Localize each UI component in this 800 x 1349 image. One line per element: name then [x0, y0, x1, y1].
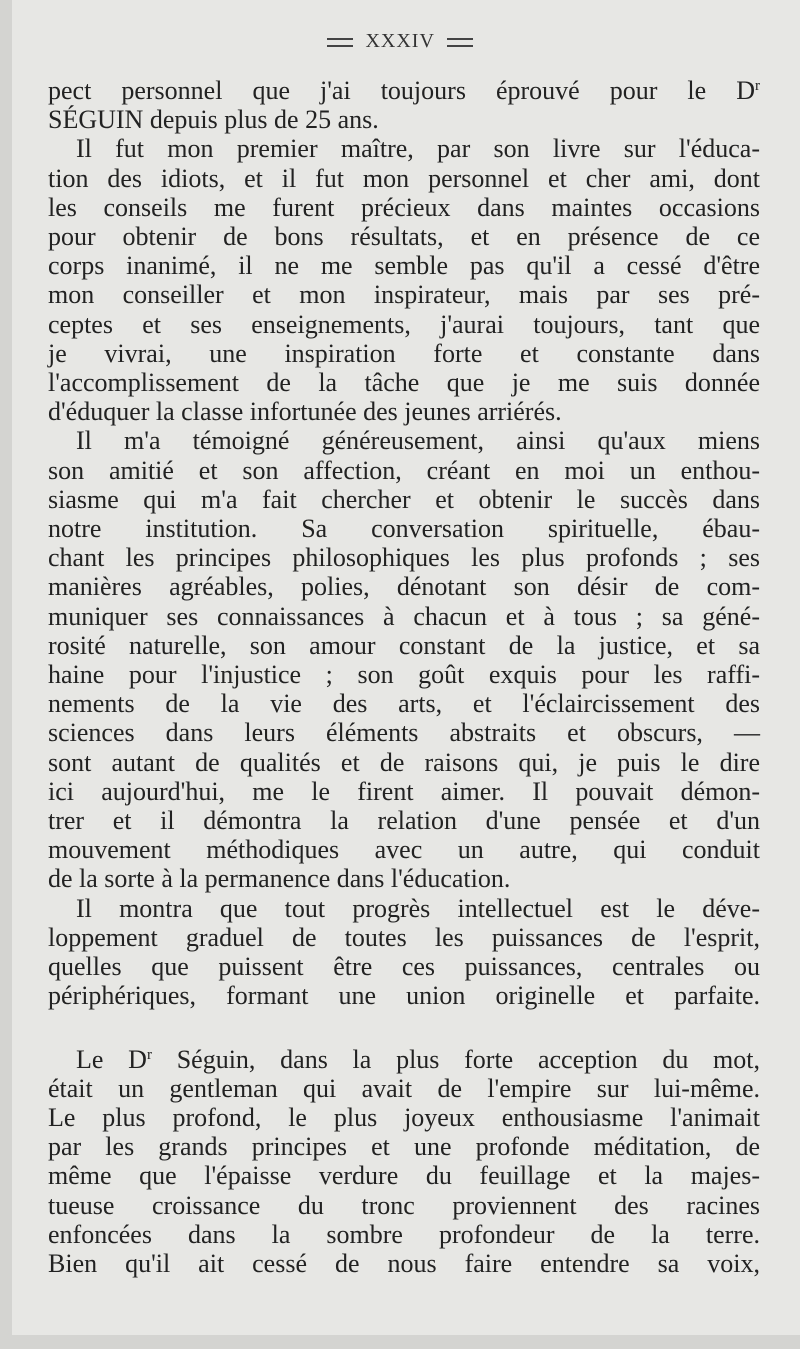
text-line — [48, 718, 760, 747]
line-text: Il fut mon premier maître, par son livre sur l'éduca- — [76, 134, 760, 164]
line-text: Le D — [76, 1044, 147, 1074]
text-line — [48, 76, 760, 105]
text-line — [48, 631, 760, 660]
line-text: d'éduquer la classe infortunée des jeunes arriérés. — [48, 397, 562, 427]
line-text: nements de la vie des arts, et l'éclaircissement des — [48, 689, 760, 719]
text-line — [48, 1249, 760, 1278]
text-line — [48, 660, 760, 689]
line-text: l'accomplissement de la tâche que je me suis donnée — [48, 368, 760, 398]
line-text: était un gentleman qui avait de l'empire sur lui-même. — [48, 1073, 760, 1103]
text-line — [48, 397, 760, 426]
text-line — [48, 251, 760, 280]
text-line — [48, 339, 760, 368]
superscript: r — [755, 78, 760, 94]
text-line — [48, 368, 760, 397]
text-line — [48, 777, 760, 806]
text-line — [48, 134, 760, 163]
line-text: loppement graduel de toutes les puissances de l'esprit, — [48, 922, 760, 952]
paragraph-p5 — [48, 1045, 760, 1279]
running-head — [0, 30, 800, 53]
superscript: r — [146, 1046, 152, 1063]
page-number: XXXIV — [365, 30, 435, 52]
line-text: pect personnel que j'ai toujours éprouvé pour le D — [48, 76, 755, 105]
line-text: Bien qu'il ait cessé de nous faire entendre sa voix, — [48, 1248, 760, 1278]
body-text — [48, 76, 760, 1278]
text-line — [48, 222, 760, 251]
text-line — [48, 543, 760, 572]
text-line — [48, 1045, 760, 1074]
paragraph-p4 — [48, 894, 760, 1011]
line-text: haine pour l'injustice ; son goût exquis pour les raffi- — [48, 660, 760, 690]
page-edge-left — [0, 0, 12, 1349]
text-line — [48, 689, 760, 718]
line-text: ceptes et ses enseignements, j'aurai toujours, tant que — [48, 309, 760, 339]
paragraph-p1 — [48, 76, 760, 134]
line-text: corps inanimé, il ne me semble pas qu'il a cessé d'être — [48, 251, 760, 281]
line-text: ici aujourd'hui, me le firent aimer. Il pouvait démon- — [48, 776, 760, 806]
line-text: quelles que puissent être ces puissances, centrales ou — [48, 952, 760, 982]
text-line — [48, 1220, 760, 1249]
text-line — [48, 572, 760, 601]
line-text: enfoncées dans la sombre profondeur de la terre. — [48, 1219, 760, 1249]
text-line — [48, 1161, 760, 1190]
line-text: Il m'a témoigné généreusement, ainsi qu'aux miens — [76, 426, 760, 456]
line-text: mouvement méthodiques avec un autre, qui conduit — [48, 835, 760, 865]
line-text: même que l'épaisse verdure du feuillage et la majes- — [48, 1161, 760, 1191]
line-text: muniquer ses connaissances à chacun et à tous ; sa géné- — [48, 601, 760, 631]
head-rule-left — [327, 38, 353, 47]
line-text: pour obtenir de bons résultats, et en présence de ce — [48, 222, 760, 252]
text-line — [48, 193, 760, 222]
text-line — [48, 1074, 760, 1103]
page-edge-bottom — [0, 1335, 800, 1349]
text-line — [48, 952, 760, 981]
line-text: chant les principes philosophiques les plus profonds ; ses — [48, 543, 760, 573]
paragraph-p3 — [48, 426, 760, 893]
text-line — [48, 164, 760, 193]
line-text: son amitié et son affection, créant en moi un enthou- — [48, 455, 760, 485]
text-line — [48, 835, 760, 864]
line-text: Le plus profond, le plus joyeux enthousiasme l'animait — [48, 1102, 760, 1132]
line-text: SÉGUIN depuis plus de 25 ans. — [48, 105, 379, 135]
text-line — [48, 514, 760, 543]
line-text: Il montra que tout progrès intellectuel est le déve- — [76, 893, 760, 923]
text-line — [48, 894, 760, 923]
line-text: trer et il démontra la relation d'une pensée et d'un — [48, 806, 760, 836]
text-line — [48, 748, 760, 777]
text-line — [48, 981, 760, 1010]
text-line — [48, 602, 760, 631]
text-line — [48, 864, 760, 893]
line-text: périphériques, formant une union originelle et parfaite. — [48, 981, 760, 1011]
text-line — [48, 310, 760, 339]
line-text: manières agréables, polies, dénotant son désir de com- — [48, 572, 760, 602]
head-rule-right — [447, 38, 473, 47]
text-line — [48, 485, 760, 514]
text-line — [48, 1132, 760, 1161]
text-line — [48, 280, 760, 309]
line-text: tion des idiots, et il fut mon personnel et cher ami, dont — [48, 163, 760, 193]
line-text: rosité naturelle, son amour constant de la justice, et sa — [48, 630, 760, 660]
line-text: mon conseiller et mon inspirateur, mais par ses pré- — [48, 280, 760, 310]
text-line — [48, 923, 760, 952]
line-text: Séguin, dans la plus forte acception du mot, — [151, 1044, 761, 1074]
line-text: sont autant de qualités et de raisons qui, je puis le dire — [48, 747, 760, 777]
text-line — [48, 456, 760, 485]
text-line — [48, 105, 760, 134]
text-line — [48, 1103, 760, 1132]
text-line — [48, 806, 760, 835]
line-text: je vivrai, une inspiration forte et constante dans — [48, 338, 760, 368]
paragraph-p2 — [48, 134, 760, 426]
line-text: de la sorte à la permanence dans l'éducation. — [48, 864, 511, 894]
text-line — [48, 426, 760, 455]
line-text: notre institution. Sa conversation spirituelle, ébau- — [48, 514, 760, 544]
line-text: les conseils me furent précieux dans maintes occasions — [48, 192, 760, 222]
line-text: sciences dans leurs éléments abstraits et obscurs, — — [48, 718, 760, 748]
line-text: tueuse croissance du tronc proviennent des racines — [48, 1190, 760, 1220]
line-text: par les grands principes et une profonde méditation, de — [48, 1132, 760, 1162]
line-text: siasme qui m'a fait chercher et obtenir le succès dans — [48, 484, 760, 514]
paragraph-gap — [48, 1011, 760, 1045]
text-line — [48, 1191, 760, 1220]
